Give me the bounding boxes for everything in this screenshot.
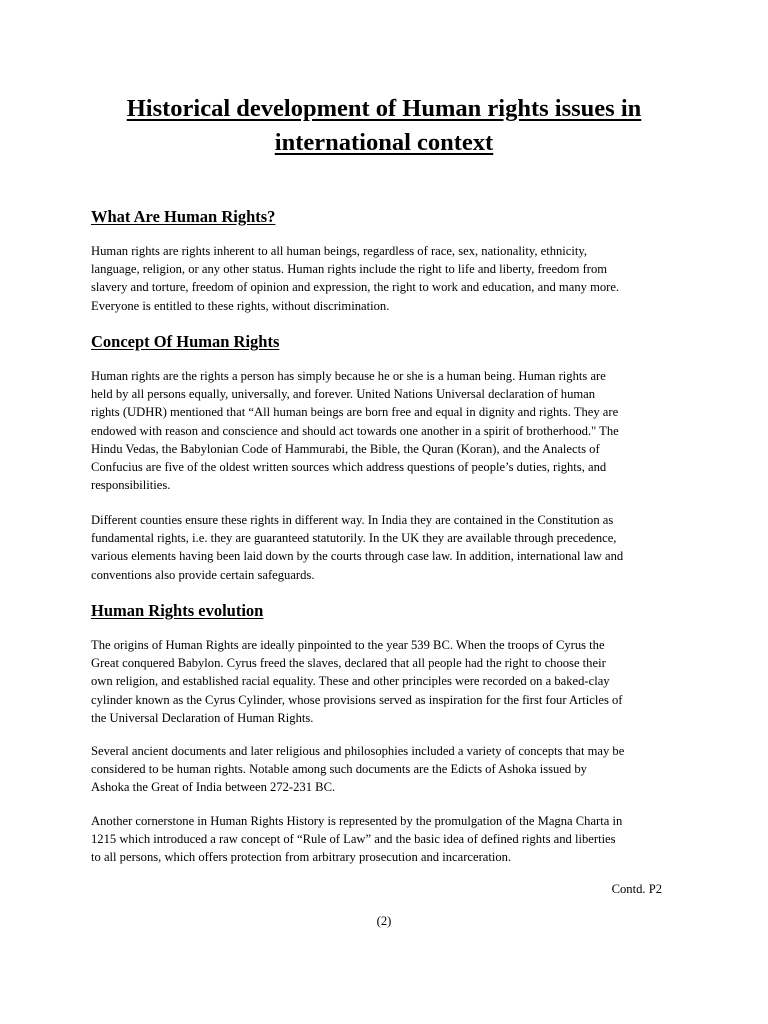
paragraph-concept-1	[91, 367, 681, 494]
paragraph-concept-2	[91, 511, 681, 584]
continued-note: Contd. P2	[611, 882, 662, 896]
page-number: (2)	[376, 914, 392, 928]
paragraph-line: held by all persons equally, universally, and forever. United Nations Universal declaration of human	[91, 387, 596, 402]
paragraph-line: rights (UDHR) mentioned that “All human beings are born free and equal in dignity and rights. They are	[91, 405, 619, 420]
paragraph-line: language, religion, or any other status. Human rights include the right to life and liberty, freedom from	[91, 262, 608, 277]
paragraph-line: various elements having been laid down by the courts through case law. In addition, international law and	[91, 549, 624, 564]
section-heading-what-are-human-rights: What Are Human Rights?	[91, 207, 276, 226]
paragraph-line: Human rights are the rights a person has simply because he or she is a human being. Human rights are	[91, 369, 606, 383]
paragraph-line: fundamental rights, i.e. they are guaranteed statutorily. In the UK they are available through precedence,	[91, 531, 617, 546]
paragraph-line: conventions also provide certain safeguards.	[91, 567, 315, 582]
paragraph-line: to all persons, which offers protection from arbitrary prosecution and incarceration.	[91, 850, 512, 865]
paragraph-evolution-2	[91, 742, 681, 797]
paragraph-line: Several ancient documents and later religious and philosophies included a variety of concepts that may be	[91, 744, 625, 758]
paragraph-line: slavery and torture, freedom of opinion and expression, the right to work and education, and many more.	[91, 280, 620, 295]
paragraph-line: considered to be human rights. Notable among such documents are the Edicts of Ashoka issued by	[91, 762, 587, 777]
paragraph-line: own religion, and established racial equality. These and other principles were recorded on a baked-clay	[91, 674, 610, 689]
document-title	[80, 92, 688, 160]
paragraph-line: Human rights are rights inherent to all human beings, regardless of race, sex, nationality, ethnicity,	[91, 244, 588, 258]
paragraph-line: The origins of Human Rights are ideally pinpointed to the year 539 BC. When the troops of Cyrus the	[91, 638, 605, 652]
paragraph-line: 1215 which introduced a raw concept of “Rule of Law” and the basic idea of defined rights and liberties	[91, 832, 616, 847]
section-heading-concept-of-human-rights: Concept Of Human Rights	[91, 332, 280, 351]
paragraph-line: cylinder known as the Cyrus Cylinder, whose provisions served as inspiration for the first four Articles of	[91, 692, 623, 707]
paragraph-line: Everyone is entitled to these rights, without discrimination.	[91, 298, 390, 313]
paragraph-evolution-3	[91, 812, 681, 867]
title-line-1: Historical development of Human rights issues in	[126, 95, 642, 122]
paragraph-line: endowed with reason and conscience and should act towards one another in a spirit of brotherhood." The	[91, 423, 619, 438]
paragraph-line: Great conquered Babylon. Cyrus freed the slaves, declared that all people had the right to choose their	[91, 656, 606, 671]
paragraph-line: Different counties ensure these rights in different way. In India they are contained in the Constitution as	[91, 513, 614, 527]
paragraph-line: Hindu Vedas, the Babylonian Code of Hammurabi, the Bible, the Quran (Koran), and the Analects of	[91, 441, 600, 456]
paragraph-line: Ashoka the Great of India between 272-231 BC.	[91, 780, 336, 795]
title-line-2: international context	[274, 129, 494, 156]
paragraph-evolution-1	[91, 636, 681, 727]
paragraph-line: responsibilities.	[91, 478, 171, 493]
paragraph-line: Confucius are five of the oldest written sources which address questions of people’s duties, rights, and	[91, 460, 607, 475]
section-heading-human-rights-evolution: Human Rights evolution	[91, 601, 264, 620]
paragraph-line: Another cornerstone in Human Rights History is represented by the promulgation of the Magna Charta in	[91, 814, 623, 828]
paragraph-what-are-human-rights	[91, 242, 681, 315]
paragraph-line: the Universal Declaration of Human Rights.	[91, 710, 314, 725]
